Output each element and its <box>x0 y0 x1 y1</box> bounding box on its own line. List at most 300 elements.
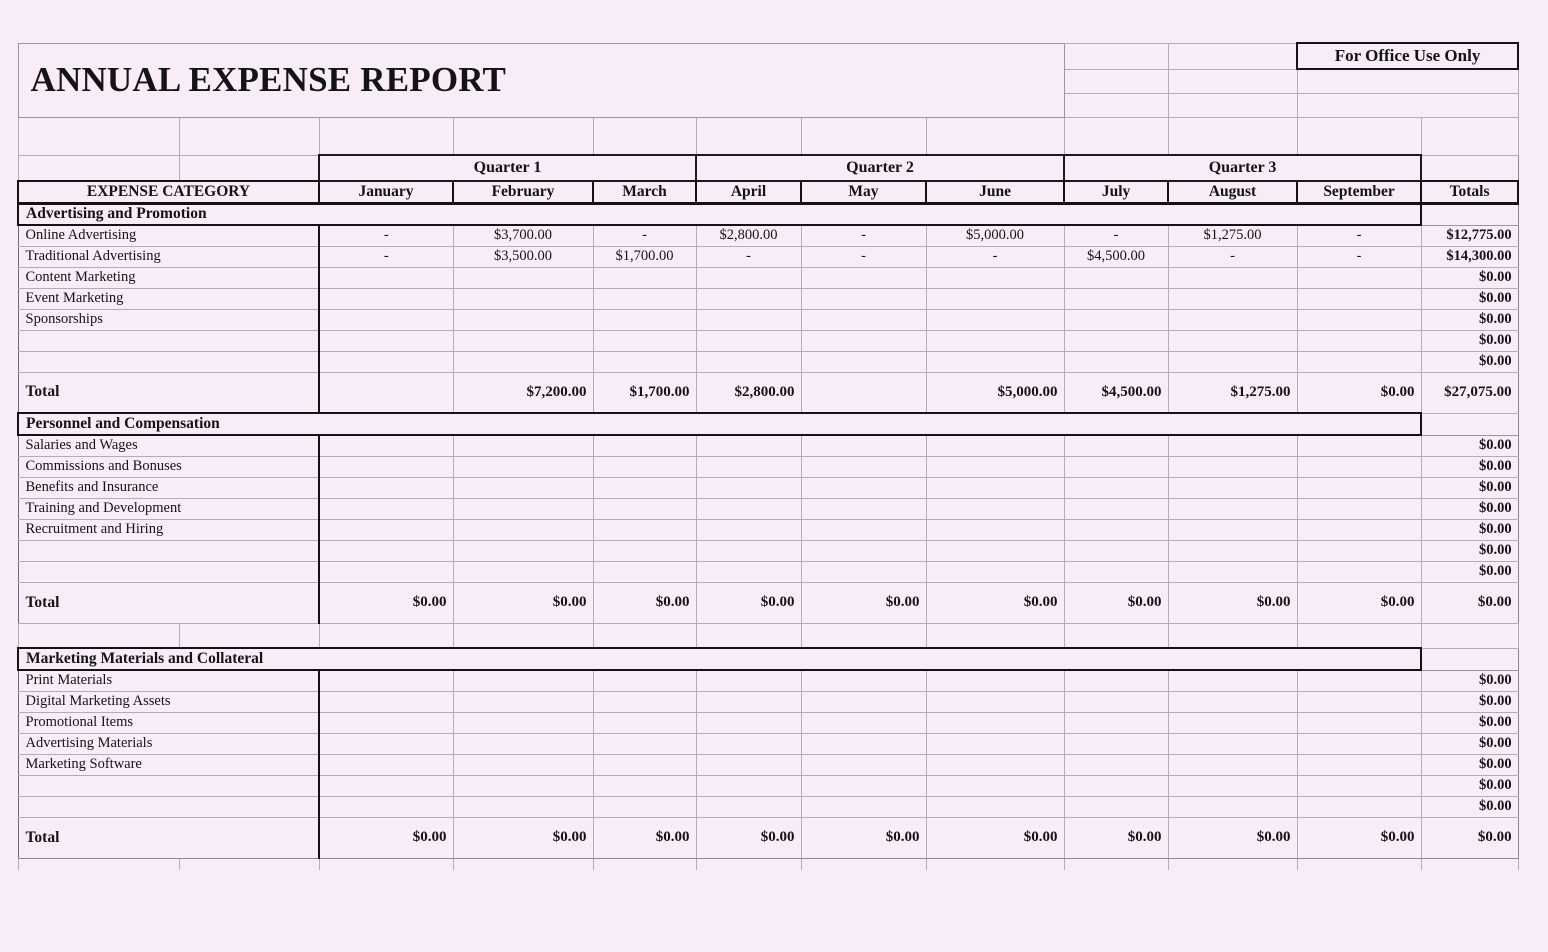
value-cell[interactable] <box>453 712 593 733</box>
value-cell[interactable] <box>1168 435 1297 456</box>
value-cell[interactable] <box>1168 519 1297 540</box>
category-cell[interactable]: Training and Development <box>18 498 319 519</box>
value-cell[interactable] <box>1297 796 1421 817</box>
value-cell[interactable] <box>319 691 453 712</box>
value-cell[interactable] <box>1168 775 1297 796</box>
total-label-cell[interactable]: Total <box>18 582 319 623</box>
empty-cell[interactable] <box>1168 43 1297 69</box>
total-value-cell[interactable]: $0.00 <box>453 817 593 858</box>
value-cell[interactable] <box>319 456 453 477</box>
category-cell[interactable] <box>18 540 319 561</box>
empty-cell[interactable] <box>1168 93 1297 117</box>
value-cell[interactable] <box>926 309 1064 330</box>
empty-cell[interactable] <box>453 858 593 870</box>
category-cell[interactable]: Online Advertising <box>18 225 319 246</box>
value-cell[interactable]: $5,000.00 <box>926 225 1064 246</box>
value-cell[interactable] <box>696 691 801 712</box>
value-cell[interactable] <box>1297 691 1421 712</box>
value-cell[interactable]: - <box>1064 225 1168 246</box>
value-cell[interactable] <box>1297 267 1421 288</box>
category-cell[interactable]: Advertising Materials <box>18 733 319 754</box>
value-cell[interactable] <box>696 456 801 477</box>
row-total-cell[interactable]: $14,300.00 <box>1421 246 1518 267</box>
value-cell[interactable] <box>801 309 926 330</box>
row-total-cell[interactable]: $0.00 <box>1421 456 1518 477</box>
total-value-cell[interactable]: $7,200.00 <box>453 372 593 413</box>
value-cell[interactable] <box>926 498 1064 519</box>
value-cell[interactable] <box>319 733 453 754</box>
empty-cell[interactable] <box>18 155 179 181</box>
empty-cell[interactable] <box>319 117 453 155</box>
value-cell[interactable] <box>696 733 801 754</box>
empty-cell[interactable] <box>1421 117 1518 155</box>
value-cell[interactable] <box>593 435 696 456</box>
row-total-cell[interactable]: $0.00 <box>1421 775 1518 796</box>
value-cell[interactable] <box>926 456 1064 477</box>
value-cell[interactable] <box>801 691 926 712</box>
value-cell[interactable] <box>319 754 453 775</box>
value-cell[interactable] <box>926 540 1064 561</box>
value-cell[interactable] <box>926 351 1064 372</box>
value-cell[interactable] <box>319 309 453 330</box>
empty-cell[interactable] <box>1064 69 1168 93</box>
category-cell[interactable]: Event Marketing <box>18 288 319 309</box>
empty-cell[interactable] <box>1168 117 1297 155</box>
value-cell[interactable] <box>801 733 926 754</box>
empty-cell[interactable] <box>319 858 453 870</box>
empty-cell[interactable] <box>926 858 1064 870</box>
value-cell[interactable] <box>926 733 1064 754</box>
empty-cell[interactable] <box>696 117 801 155</box>
value-cell[interactable] <box>593 691 696 712</box>
value-cell[interactable] <box>319 435 453 456</box>
value-cell[interactable] <box>593 712 696 733</box>
value-cell[interactable] <box>593 330 696 351</box>
value-cell[interactable] <box>1064 754 1168 775</box>
row-total-cell[interactable]: $0.00 <box>1421 691 1518 712</box>
value-cell[interactable] <box>926 267 1064 288</box>
row-total-cell[interactable]: $0.00 <box>1421 309 1518 330</box>
value-cell[interactable] <box>1168 267 1297 288</box>
value-cell[interactable] <box>696 309 801 330</box>
empty-cell[interactable] <box>926 623 1064 648</box>
quarter-header[interactable]: Quarter 1 <box>319 155 696 181</box>
total-label-cell[interactable]: Total <box>18 372 319 413</box>
total-value-cell[interactable]: $0.00 <box>593 817 696 858</box>
category-cell[interactable]: Recruitment and Hiring <box>18 519 319 540</box>
value-cell[interactable] <box>801 540 926 561</box>
value-cell[interactable] <box>1168 540 1297 561</box>
row-total-cell[interactable]: $0.00 <box>1421 519 1518 540</box>
value-cell[interactable] <box>801 775 926 796</box>
empty-cell[interactable] <box>1421 623 1518 648</box>
value-cell[interactable] <box>1064 796 1168 817</box>
value-cell[interactable] <box>1297 435 1421 456</box>
total-value-cell[interactable]: $4,500.00 <box>1064 372 1168 413</box>
value-cell[interactable] <box>696 519 801 540</box>
value-cell[interactable] <box>1064 670 1168 691</box>
total-value-cell[interactable]: $0.00 <box>801 817 926 858</box>
value-cell[interactable] <box>1168 561 1297 582</box>
value-cell[interactable] <box>593 754 696 775</box>
value-cell[interactable] <box>926 712 1064 733</box>
value-cell[interactable]: - <box>593 225 696 246</box>
value-cell[interactable] <box>453 351 593 372</box>
value-cell[interactable] <box>1297 540 1421 561</box>
value-cell[interactable] <box>1168 330 1297 351</box>
value-cell[interactable] <box>453 733 593 754</box>
value-cell[interactable] <box>696 561 801 582</box>
value-cell[interactable] <box>801 288 926 309</box>
value-cell[interactable]: - <box>1168 246 1297 267</box>
row-total-cell[interactable]: $0.00 <box>1421 540 1518 561</box>
total-value-cell[interactable]: $0.00 <box>1064 582 1168 623</box>
value-cell[interactable] <box>593 498 696 519</box>
total-value-cell[interactable]: $1,275.00 <box>1168 372 1297 413</box>
value-cell[interactable] <box>593 477 696 498</box>
value-cell[interactable]: $1,275.00 <box>1168 225 1297 246</box>
total-value-cell[interactable] <box>319 372 453 413</box>
month-header[interactable]: September <box>1297 181 1421 203</box>
empty-cell[interactable] <box>1297 117 1421 155</box>
category-cell[interactable]: Content Marketing <box>18 267 319 288</box>
empty-cell[interactable] <box>179 623 319 648</box>
value-cell[interactable] <box>453 670 593 691</box>
value-cell[interactable] <box>926 796 1064 817</box>
value-cell[interactable] <box>1297 351 1421 372</box>
value-cell[interactable] <box>319 540 453 561</box>
total-value-cell[interactable]: $0.00 <box>593 582 696 623</box>
row-total-cell[interactable]: $0.00 <box>1421 351 1518 372</box>
value-cell[interactable] <box>453 754 593 775</box>
value-cell[interactable]: $3,700.00 <box>453 225 593 246</box>
empty-cell[interactable] <box>453 623 593 648</box>
value-cell[interactable]: - <box>319 225 453 246</box>
empty-cell[interactable] <box>1421 155 1518 181</box>
value-cell[interactable] <box>593 456 696 477</box>
empty-cell[interactable] <box>801 858 926 870</box>
value-cell[interactable] <box>1297 775 1421 796</box>
row-total-cell[interactable]: $0.00 <box>1421 498 1518 519</box>
value-cell[interactable] <box>1297 498 1421 519</box>
value-cell[interactable] <box>1297 561 1421 582</box>
value-cell[interactable] <box>801 330 926 351</box>
total-value-cell[interactable]: $0.00 <box>1168 582 1297 623</box>
row-total-cell[interactable]: $12,775.00 <box>1421 225 1518 246</box>
value-cell[interactable] <box>926 330 1064 351</box>
value-cell[interactable] <box>926 561 1064 582</box>
value-cell[interactable] <box>801 796 926 817</box>
empty-cell[interactable] <box>801 117 926 155</box>
value-cell[interactable] <box>696 267 801 288</box>
row-total-cell[interactable]: $0.00 <box>1421 330 1518 351</box>
empty-cell[interactable] <box>179 858 319 870</box>
month-header[interactable]: August <box>1168 181 1297 203</box>
section-grand-total-cell[interactable]: $0.00 <box>1421 817 1518 858</box>
empty-cell[interactable] <box>593 117 696 155</box>
month-header[interactable]: April <box>696 181 801 203</box>
value-cell[interactable] <box>801 351 926 372</box>
empty-cell[interactable] <box>319 623 453 648</box>
category-cell[interactable] <box>18 351 319 372</box>
total-value-cell[interactable]: $0.00 <box>453 582 593 623</box>
value-cell[interactable] <box>696 435 801 456</box>
section-header[interactable]: Personnel and Compensation <box>18 413 1421 435</box>
value-cell[interactable] <box>1168 456 1297 477</box>
section-grand-total-cell[interactable]: $27,075.00 <box>1421 372 1518 413</box>
value-cell[interactable] <box>319 477 453 498</box>
row-total-cell[interactable]: $0.00 <box>1421 477 1518 498</box>
value-cell[interactable] <box>1297 733 1421 754</box>
value-cell[interactable] <box>593 288 696 309</box>
value-cell[interactable] <box>1064 456 1168 477</box>
category-cell[interactable]: Marketing Software <box>18 754 319 775</box>
value-cell[interactable] <box>593 733 696 754</box>
value-cell[interactable] <box>1297 456 1421 477</box>
value-cell[interactable] <box>593 267 696 288</box>
value-cell[interactable] <box>1297 288 1421 309</box>
value-cell[interactable]: - <box>1297 225 1421 246</box>
category-cell[interactable]: Promotional Items <box>18 712 319 733</box>
empty-cell[interactable] <box>696 623 801 648</box>
value-cell[interactable] <box>1064 351 1168 372</box>
empty-cell[interactable] <box>179 117 319 155</box>
value-cell[interactable] <box>1168 351 1297 372</box>
empty-cell[interactable] <box>18 117 179 155</box>
total-value-cell[interactable]: $0.00 <box>1297 372 1421 413</box>
value-cell[interactable]: - <box>801 225 926 246</box>
value-cell[interactable] <box>453 309 593 330</box>
value-cell[interactable] <box>1297 754 1421 775</box>
empty-cell[interactable] <box>1297 93 1518 117</box>
empty-cell[interactable] <box>1297 69 1518 93</box>
report-title-cell[interactable] <box>18 43 1064 117</box>
category-cell[interactable]: Commissions and Bonuses <box>18 456 319 477</box>
row-total-cell[interactable]: $0.00 <box>1421 435 1518 456</box>
value-cell[interactable] <box>801 670 926 691</box>
value-cell[interactable] <box>801 712 926 733</box>
total-value-cell[interactable]: $0.00 <box>926 582 1064 623</box>
value-cell[interactable] <box>1168 712 1297 733</box>
value-cell[interactable] <box>801 477 926 498</box>
value-cell[interactable] <box>801 498 926 519</box>
total-value-cell[interactable]: $0.00 <box>696 582 801 623</box>
category-cell[interactable] <box>18 561 319 582</box>
value-cell[interactable] <box>696 288 801 309</box>
value-cell[interactable] <box>1064 775 1168 796</box>
empty-cell[interactable] <box>1421 648 1518 670</box>
section-header[interactable]: Marketing Materials and Collateral <box>18 648 1421 670</box>
category-cell[interactable]: Digital Marketing Assets <box>18 691 319 712</box>
value-cell[interactable] <box>1168 733 1297 754</box>
value-cell[interactable] <box>1064 561 1168 582</box>
value-cell[interactable] <box>926 519 1064 540</box>
value-cell[interactable] <box>453 435 593 456</box>
value-cell[interactable] <box>1297 670 1421 691</box>
total-value-cell[interactable]: $0.00 <box>1297 817 1421 858</box>
category-cell[interactable] <box>18 775 319 796</box>
total-value-cell[interactable]: $0.00 <box>926 817 1064 858</box>
empty-cell[interactable] <box>1421 413 1518 435</box>
value-cell[interactable] <box>593 670 696 691</box>
month-header[interactable]: June <box>926 181 1064 203</box>
value-cell[interactable] <box>926 435 1064 456</box>
value-cell[interactable] <box>1064 435 1168 456</box>
value-cell[interactable] <box>319 498 453 519</box>
value-cell[interactable] <box>1064 309 1168 330</box>
value-cell[interactable] <box>319 775 453 796</box>
total-value-cell[interactable]: $0.00 <box>696 817 801 858</box>
empty-cell[interactable] <box>18 623 179 648</box>
value-cell[interactable] <box>1064 477 1168 498</box>
value-cell[interactable] <box>1297 712 1421 733</box>
value-cell[interactable] <box>801 456 926 477</box>
value-cell[interactable] <box>1168 796 1297 817</box>
month-header[interactable]: May <box>801 181 926 203</box>
value-cell[interactable]: $1,700.00 <box>593 246 696 267</box>
value-cell[interactable] <box>593 796 696 817</box>
value-cell[interactable]: - <box>801 246 926 267</box>
category-cell[interactable]: Print Materials <box>18 670 319 691</box>
row-total-cell[interactable]: $0.00 <box>1421 754 1518 775</box>
value-cell[interactable] <box>1064 691 1168 712</box>
value-cell[interactable] <box>453 456 593 477</box>
value-cell[interactable]: $2,800.00 <box>696 225 801 246</box>
value-cell[interactable] <box>801 435 926 456</box>
value-cell[interactable] <box>1064 540 1168 561</box>
value-cell[interactable] <box>926 670 1064 691</box>
empty-cell[interactable] <box>1421 858 1518 870</box>
value-cell[interactable] <box>1064 712 1168 733</box>
total-value-cell[interactable]: $0.00 <box>319 582 453 623</box>
row-total-cell[interactable]: $0.00 <box>1421 267 1518 288</box>
value-cell[interactable] <box>453 561 593 582</box>
total-label-cell[interactable]: Total <box>18 817 319 858</box>
empty-cell[interactable] <box>926 117 1064 155</box>
value-cell[interactable] <box>801 754 926 775</box>
total-value-cell[interactable]: $0.00 <box>1297 582 1421 623</box>
value-cell[interactable]: - <box>1297 246 1421 267</box>
empty-cell[interactable] <box>1297 623 1421 648</box>
value-cell[interactable] <box>453 796 593 817</box>
value-cell[interactable] <box>696 498 801 519</box>
value-cell[interactable] <box>801 519 926 540</box>
value-cell[interactable] <box>1064 288 1168 309</box>
empty-cell[interactable] <box>1297 858 1421 870</box>
value-cell[interactable]: - <box>926 246 1064 267</box>
category-cell[interactable] <box>18 330 319 351</box>
month-header[interactable]: March <box>593 181 696 203</box>
value-cell[interactable] <box>453 477 593 498</box>
value-cell[interactable] <box>1168 477 1297 498</box>
row-total-cell[interactable]: $0.00 <box>1421 561 1518 582</box>
row-total-cell[interactable]: $0.00 <box>1421 733 1518 754</box>
value-cell[interactable]: $4,500.00 <box>1064 246 1168 267</box>
value-cell[interactable] <box>593 775 696 796</box>
empty-cell[interactable] <box>1064 858 1168 870</box>
empty-cell[interactable] <box>1064 43 1168 69</box>
total-value-cell[interactable] <box>801 372 926 413</box>
value-cell[interactable] <box>1168 691 1297 712</box>
value-cell[interactable] <box>319 561 453 582</box>
value-cell[interactable] <box>801 267 926 288</box>
month-header[interactable]: February <box>453 181 593 203</box>
value-cell[interactable] <box>319 330 453 351</box>
empty-cell[interactable] <box>1168 858 1297 870</box>
empty-cell[interactable] <box>801 623 926 648</box>
value-cell[interactable] <box>1297 519 1421 540</box>
empty-cell[interactable] <box>1064 117 1168 155</box>
totals-header[interactable]: Totals <box>1421 181 1518 203</box>
empty-cell[interactable] <box>1064 623 1168 648</box>
empty-cell[interactable] <box>1168 69 1297 93</box>
value-cell[interactable] <box>1297 477 1421 498</box>
value-cell[interactable] <box>1064 330 1168 351</box>
value-cell[interactable] <box>453 519 593 540</box>
total-value-cell[interactable]: $0.00 <box>1168 817 1297 858</box>
value-cell[interactable] <box>593 561 696 582</box>
total-value-cell[interactable]: $5,000.00 <box>926 372 1064 413</box>
value-cell[interactable] <box>926 477 1064 498</box>
value-cell[interactable] <box>1064 733 1168 754</box>
value-cell[interactable] <box>319 796 453 817</box>
value-cell[interactable] <box>926 288 1064 309</box>
empty-cell[interactable] <box>593 858 696 870</box>
value-cell[interactable] <box>696 754 801 775</box>
value-cell[interactable] <box>453 288 593 309</box>
row-total-cell[interactable]: $0.00 <box>1421 796 1518 817</box>
value-cell[interactable] <box>1064 267 1168 288</box>
value-cell[interactable] <box>1168 288 1297 309</box>
value-cell[interactable] <box>926 754 1064 775</box>
value-cell[interactable] <box>1064 519 1168 540</box>
value-cell[interactable] <box>453 498 593 519</box>
value-cell[interactable]: - <box>319 246 453 267</box>
value-cell[interactable] <box>1064 498 1168 519</box>
value-cell[interactable] <box>926 691 1064 712</box>
quarter-header[interactable]: Quarter 3 <box>1064 155 1421 181</box>
section-header[interactable]: Advertising and Promotion <box>18 203 1421 225</box>
total-value-cell[interactable]: $2,800.00 <box>696 372 801 413</box>
category-cell[interactable] <box>18 796 319 817</box>
value-cell[interactable] <box>319 519 453 540</box>
value-cell[interactable] <box>1297 309 1421 330</box>
value-cell[interactable] <box>453 775 593 796</box>
value-cell[interactable] <box>319 267 453 288</box>
value-cell[interactable] <box>319 670 453 691</box>
section-grand-total-cell[interactable]: $0.00 <box>1421 582 1518 623</box>
month-header[interactable]: July <box>1064 181 1168 203</box>
value-cell[interactable] <box>1168 754 1297 775</box>
category-cell[interactable]: Benefits and Insurance <box>18 477 319 498</box>
value-cell[interactable]: - <box>696 246 801 267</box>
value-cell[interactable] <box>1168 498 1297 519</box>
total-value-cell[interactable]: $0.00 <box>319 817 453 858</box>
value-cell[interactable] <box>1168 670 1297 691</box>
value-cell[interactable] <box>696 330 801 351</box>
month-header[interactable]: January <box>319 181 453 203</box>
empty-cell[interactable] <box>1064 93 1168 117</box>
value-cell[interactable] <box>319 351 453 372</box>
value-cell[interactable] <box>1297 330 1421 351</box>
value-cell[interactable] <box>1168 309 1297 330</box>
quarter-header[interactable]: Quarter 2 <box>696 155 1064 181</box>
total-value-cell[interactable]: $0.00 <box>801 582 926 623</box>
total-value-cell[interactable]: $0.00 <box>1064 817 1168 858</box>
value-cell[interactable]: $3,500.00 <box>453 246 593 267</box>
empty-cell[interactable] <box>696 858 801 870</box>
value-cell[interactable] <box>696 540 801 561</box>
